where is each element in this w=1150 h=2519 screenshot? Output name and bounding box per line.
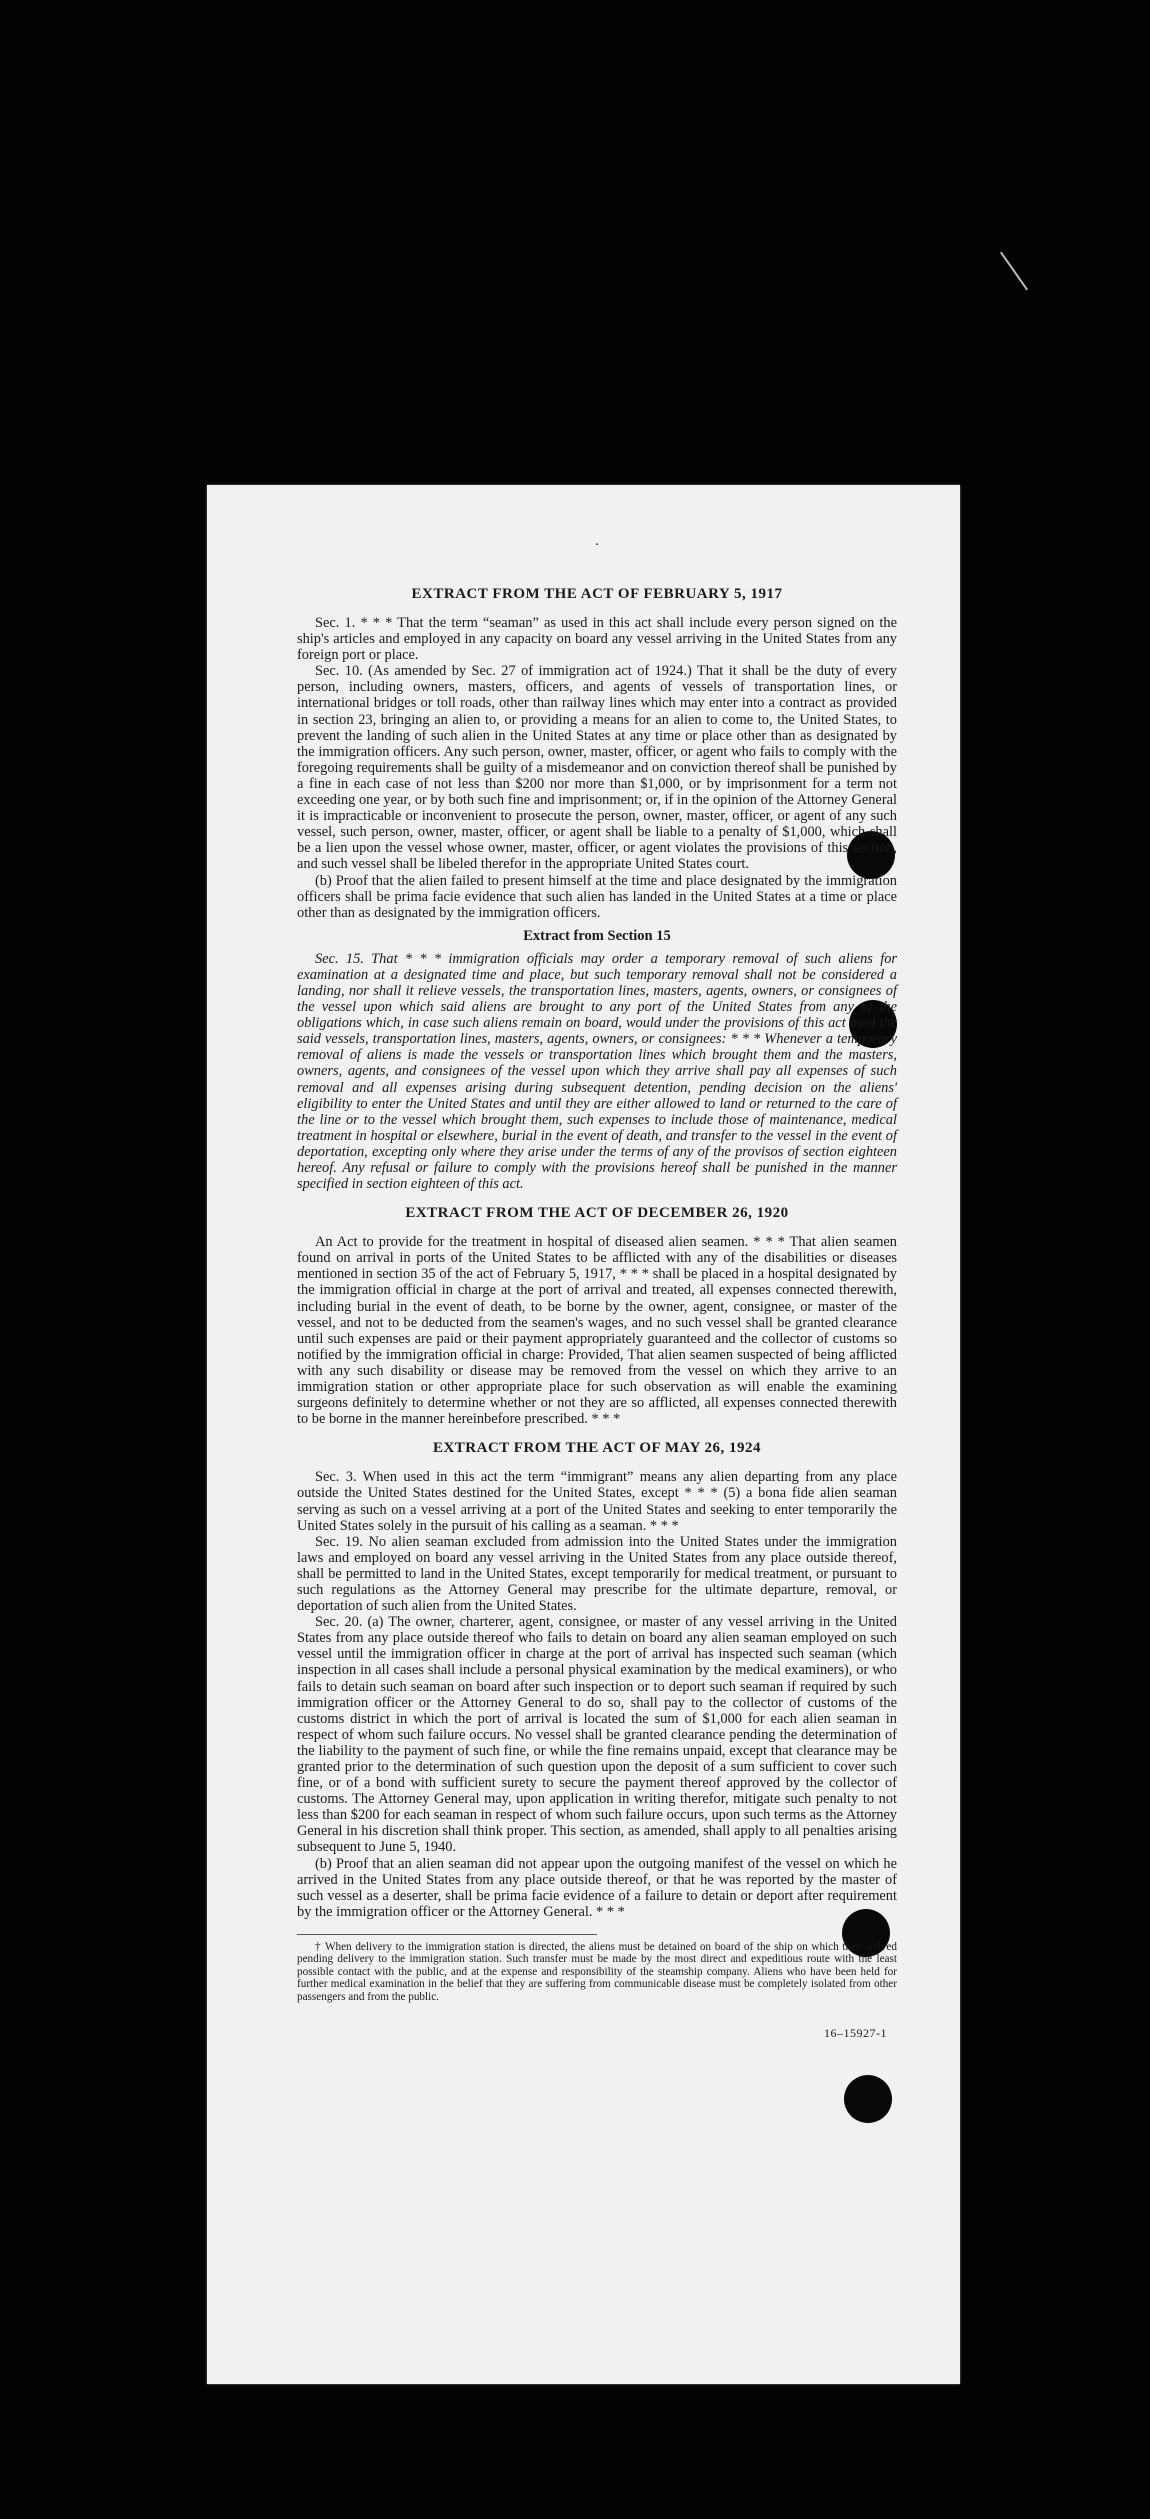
paragraph-sec-15: Sec. 15. That * * * immigration officials may order a temporary removal of such aliens for examination at a designated time and place, but such temporary removal shall not be considered a landing, nor shall it relieve vessels, the transportation lines, masters, agents, owners, or consignees of the vessel upon which said aliens are brought to any port of the United States from any of the obligations which, in case such aliens remain on board, would under the provisions of this act bind the said vessels, transportation lines, masters, agents, owners, or consignees: * * * Whenever a temporary removal of aliens is made the vessels or transportation lines which brought them and the masters, owners, agents, and consignees of the vessel upon which they arrive shall pay all expenses of such removal and all expenses arising during subsequent detention, pending decision on the aliens' eligibility to enter the United States and until they are either allowed to land or returned to the care of the line or to the vessel which brought them, such expenses to include those of maintenance, medical treatment in hospital or elsewhere, burial in the event of death, and transfer to the vessel in the event of deportation, excepting only where they arise under the terms of any of the provisos of section eighteen hereof. Any refusal or failure to comply with the provisions hereof shall be punished in the manner specified in section eighteen of this act. xyxy=(297,950,897,1193)
document-page xyxy=(207,485,960,2384)
paragraph-act-1920: An Act to provide for the treatment in hospital of diseased alien seamen. * * * That alien seamen found on arrival in ports of the United States to be afflicted with any of the disabilities or diseases mentioned in section 35 of the act of February 5, 1917, * * * shall be placed in a hospital designated by the immigration official in charge at the port of arrival and treated, all expenses connected therewith, including burial in the event of death, to be borne by the owner, agent, consignee, or master of the vessel, and not to be deducted from the seamen's wages, and no such vessel shall be granted clearance until such expenses are paid or their payment appropriately guaranteed and the collector of customs so notified by the immigration official in charge: Provided, That alien seamen suspected of being afflicted with any such disability or disease may be removed from the vessel on which they arrive to an immigration station or other appropriate place for such observation as will enable the examining surgeons definitely to determine whether or not they are so afflicted, all expenses connected therewith to be borne in the manner hereinbefore prescribed. * * * xyxy=(297,1234,897,1428)
heading-section-15: Extract from Section 15 xyxy=(523,927,671,944)
document-body xyxy=(297,533,897,2041)
paragraph-sec-3: Sec. 3. When used in this act the term “immigrant” means any alien departing from any place outside the United States destined for the United States, except * * * (5) a bona fide alien seaman serving as such on a vessel arriving at a port of the United States and seeking to enter temporarily the United States solely in the pursuit of his calling as a seaman. * * * xyxy=(297,1469,897,1534)
paragraph-sec-19: Sec. 19. No alien seaman excluded from admission into the United States under the immigration laws and employed on board any vessel arriving in the United States from any place outside thereof, shall be permitted to land in the United States, except temporarily for medical treatment, or pursuant to such regulations as the Attorney General may prescribe for the ultimate departure, removal, or deportation of such alien from the United States. xyxy=(297,1533,897,1615)
heading-act-1917: EXTRACT FROM THE ACT OF FEBRUARY 5, 1917 xyxy=(411,586,783,602)
paragraph-sec-1: Sec. 1. * * * That the term “seaman” as used in this act shall include every person signed on the ship's articles and employed in any capacity on board any vessel arriving in the United States from any foreign port or place. xyxy=(297,615,897,664)
footnote: † When delivery to the immigration station is directed, the aliens must be detained on board of the ship on which they arrived pending delivery to the immigration station. Such transfer must be made by the most direct and expeditious route with the least possible contact with the public, and at the expense and responsibility of the steamship company. Aliens who have been held for further medical examination in the belief that they are suffering from communicable disease must be completely isolated from other passengers and from the public. xyxy=(297,1940,897,2003)
paragraph-sec-20-a: Sec. 20. (a) The owner, charterer, agent, consignee, or master of any vessel arriving in the United States from any place outside thereof who fails to detain on board any alien seaman employed on such vessel until the immigration officer in charge at the port of arrival has inspected such seaman (which inspection in all cases shall include a personal physical examination by the medical examiners), or who fails to detain such seaman on board after such inspection or to deport such seaman if required by such immigration officer or the Attorney General to do so, shall pay to the collector of customs of the customs district in which the port of arrival is located the sum of $1,000 for each alien seaman in respect of whom such failure occurs. No vessel shall be granted clearance pending the determination of the liability to the payment of such fine, or while the fine remains unpaid, except that clearance may be granted prior to the determination of such question upon the deposit of a sum sufficient to cover such fine, or of a bond with sufficient surety to secure the payment thereof approved by the collector of customs. The Attorney General may, upon application in writing therefor, mitigate such penalty to not less than $200 for each seaman in respect of whom such failure occurs, upon such terms as the Attorney General in his discretion shall think proper. This section, as amended, shall apply to all penalties arising subsequent to June 5, 1940. xyxy=(297,1614,897,1856)
punch-hole xyxy=(844,2075,892,2123)
top-mark: . xyxy=(595,533,599,549)
heading-act-1924: EXTRACT FROM THE ACT OF MAY 26, 1924 xyxy=(432,1440,762,1457)
form-number: 16–15927-1 xyxy=(824,2025,887,2040)
paragraph-sec-20-b: (b) Proof that an alien seaman did not appear upon the outgoing manifest of the vessel on which he arrived in the United States from any place outside thereof, or that he was reported by the master of such vessel as a deserter, shall be prima facie evidence of a failure to detain or deport after requirement by the immigration officer or the Attorney General. * * * xyxy=(297,1855,897,1920)
footnote-rule xyxy=(297,1934,597,1935)
paragraph-sec-10-b: (b) Proof that the alien failed to present himself at the time and place designated by the immigration officers shall be prima facie evidence that such alien has landed in the United States at a time or place other than as designated by the immigration officers. xyxy=(297,872,897,921)
paragraph-sec-10: Sec. 10. (As amended by Sec. 27 of immigration act of 1924.) That it shall be the duty of every person, including owners, masters, officers, and agents of vessels of transportation lines, or international bridges or toll roads, other than railway lines which may enter into a contract as provided in section 23, bringing an alien to, or providing a means for an alien to come to, the United States, to prevent the landing of such alien in the United States at any time or place other than as designated by the immigration officers. Any such person, owner, master, officer, or agent who fails to comply with the foregoing requirements shall be guilty of a misdemeanor and on conviction thereof shall be punished by a fine in each case of not less than $200 nor more than $1,000, or by imprisonment for a term not exceeding one year, or by both such fine and imprisonment; or, if in the opinion of the Attorney General it is impracticable or inconvenient to prosecute the person, owner, master, officer, or agent of any such vessel, such person, owner, master, officer, or agent shall be liable to a penalty of $1,000, which shall be a lien upon the vessel whose owner, master, officer, or agent violates the provisions of this section, and such vessel shall be libeled therefor in the appropriate United States court. xyxy=(297,663,897,873)
heading-act-1920: EXTRACT FROM THE ACT OF DECEMBER 26, 1920 xyxy=(405,1205,789,1222)
scan-speck xyxy=(1000,252,1028,291)
